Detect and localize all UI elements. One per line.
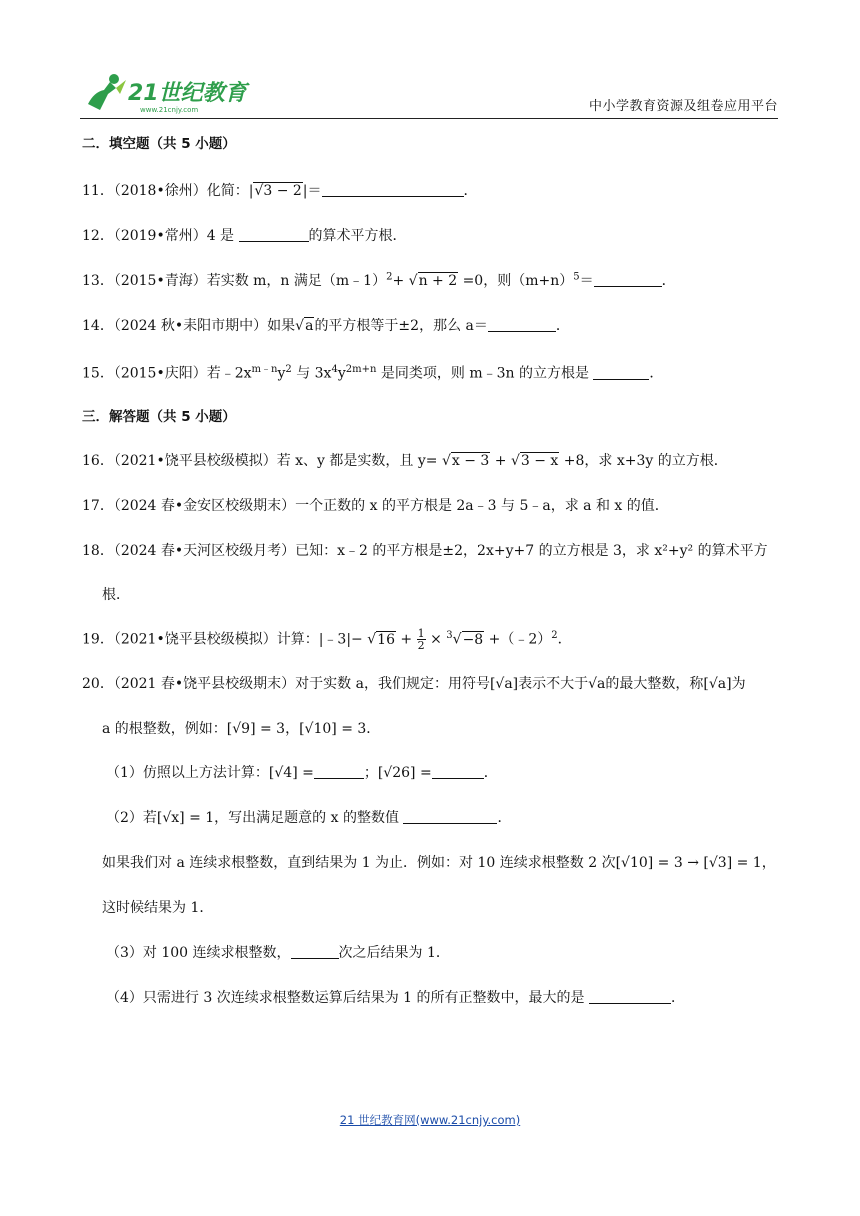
answer-blank-20-3 (291, 944, 339, 959)
answer-blank-13 (594, 272, 662, 287)
question-14: 14．（2024 秋•耒阳市期中）如果√a的平方根等于±2，那么 a＝ ． (82, 318, 570, 334)
page-footer (0, 1112, 860, 1128)
question-20-part3: （3）对 100 连续求根整数， 次之后结果为 1． (106, 945, 450, 961)
question-20-part1: （1）仿照以上方法计算：[√4] = ；[√26] = ． (106, 765, 498, 781)
question-12: 12．（2019•常州）4 是 的算术平方根． (82, 228, 407, 244)
answer-blank-20-2 (403, 809, 497, 824)
section-title-fill: 二．填空题（共 5 小题） (82, 136, 236, 152)
question-18-line2: 根． (102, 587, 130, 603)
question-20-part4: （4）只需进行 3 次连续求根整数运算后结果为 1 的所有正整数中，最大的是 ． (106, 990, 685, 1006)
question-19: 19．（2021•饶平县校级模拟）计算：|﹣3|− √16 + $\frac{1}{2}$ × $^3$√−8 +（﹣2）$^2$． (82, 627, 572, 652)
question-18-line1: 18．（2024 春•天河区校级月考）已知：x﹣2 的平方根是±2，2x+y+7 的立方根是 3，求 x²+y² 的算术平方 (82, 543, 768, 559)
answer-blank-11 (322, 182, 464, 197)
logo (80, 70, 260, 116)
logo-text: 21世纪教育 (128, 81, 247, 106)
question-17: 17．（2024 春•金安区校级期末）一个正数的 x 的平方根是 2a﹣3 与 5﹣a，求 a 和 x 的值． (82, 498, 669, 514)
answer-blank-20-4 (589, 989, 671, 1004)
fraction-half: $\frac{1}{2}$ (417, 627, 425, 652)
question-11: 11．（2018•徐州）化简：|√3 − 2|＝ ． (82, 183, 478, 199)
answer-blank-20-1a (314, 764, 364, 779)
footer-link[interactable]: 21 世纪教育网(www.21cnjy.com) (339, 1113, 521, 1127)
answer-blank-14 (488, 317, 556, 332)
question-20-line2: a 的根整数，例如：[√9] = 3，[√10] = 3． (102, 721, 381, 737)
answer-blank-20-1b (432, 764, 484, 779)
question-20-part2: （2）若[√x] = 1，写出满足题意的 x 的整数值 ． (106, 810, 512, 826)
question-16: 16．（2021•饶平县校级模拟）若 x、y 都是实数，且 y= √x − 3 + √3 − x +8，求 x+3y 的立方根． (82, 453, 728, 469)
question-13: 13．（2015•青海）若实数 m，n 满足（m﹣1）$^2$+ √n + 2 =0，则$(m+n)^5=$ ． (82, 271, 676, 289)
question-20-line1: 20．（2021 春•饶平县校级期末）对于实数 a，我们规定：用符号[√a]表示不大于√a的最大整数，称[√a]为 (82, 676, 746, 692)
answer-blank-15 (593, 365, 649, 380)
question-20-info2: 这时候结果为 1． (102, 900, 214, 916)
section-title-answer: 三．解答题（共 5 小题） (82, 409, 236, 425)
logo-url: www.21cnjy.com (140, 106, 199, 114)
page-header (80, 70, 778, 119)
question-20-info1: 如果我们对 a 连续求根整数，直到结果为 1 为止．例如：对 10 连续求根整数 2 次[√10] = 3 → [√3] = 1， (102, 855, 776, 871)
header-platform-name: 中小学教育资源及组卷应用平台 (588, 99, 778, 114)
answer-blank-12 (239, 227, 309, 242)
question-15: 15．（2015•庆阳）若$﹣2x^{m﹣n}y^2$ 与 $3x^4y^{2m+n}$ 是同类项，则 m﹣3n 的立方根是 ． (82, 364, 664, 382)
